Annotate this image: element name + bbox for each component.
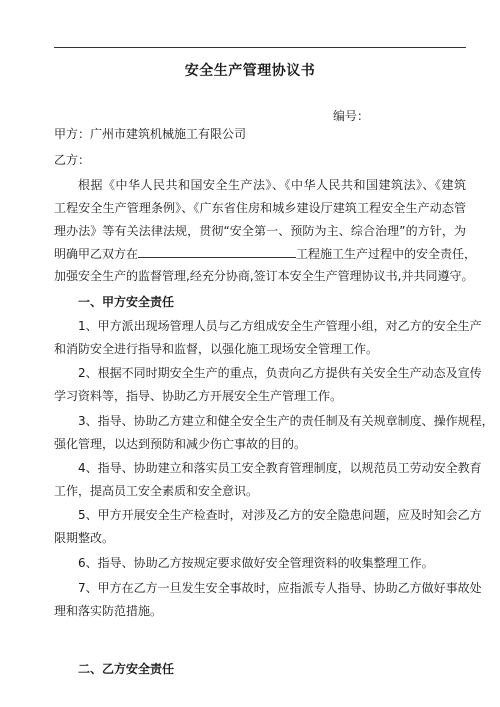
intro-line-5: 加强安全生产的监督管理,经充分协商,签订本安全生产管理协议书,并共同遵守。 [54,269,474,283]
clause-4-line-1: 4、指导、协助建立和落实员工安全教育管理制度，以规范员工劳动安全教育 [78,461,482,475]
clause-4-line-2: 工作，提高员工安全素质和安全意识。 [54,484,259,498]
clause-5-line-1: 5、甲方开展安全生产检查时，对涉及乙方的安全隐患问题，应及时知会乙方 [78,508,482,522]
intro-line-1: 根据《中华人民共和国安全生产法》、《中华人民共和国建筑法》、《建筑 [78,178,466,192]
section-heading-party-a: 一、甲方安全责任 [78,295,175,309]
clause-2-line-1: 2、根据不同时期安全生产的重点，负责向乙方提供有关安全生产动态及宣传 [78,366,482,380]
section-heading-party-b: 二、乙方安全责任 [78,662,175,676]
intro-line-4-start: 明确甲乙双方在 [54,247,139,261]
clause-3-line-1: 3、指导、协助乙方建立和健全安全生产的责任制及有关规章制度、操作规程， [78,414,494,428]
document-title: 安全生产管理协议书 [184,63,316,79]
clause-7-line-1: 7、甲方在乙方一旦发生安全事故时，应指派专人指导、协助乙方做好事故处 [78,581,482,595]
clause-1-line-2: 和消防安全进行指导和监督，以强化施工现场安全管理工作。 [54,342,379,356]
header-rule [54,47,466,48]
clause-7-line-2: 理和落实防范措施。 [54,604,163,618]
clause-5-line-2: 限期整改。 [54,531,115,545]
project-name-blank [138,246,296,258]
clause-3-line-2: 强化管理，以达到预防和减少伤亡事故的目的。 [54,437,307,451]
clause-2-line-2: 学习资料等，指导、协助乙方开展安全生产管理工作。 [54,389,343,403]
party-b-line: 乙方： [54,153,91,167]
intro-line-2: 工程安全生产管理条例》、《广东省住房和城乡建设厅建筑工程安全生产动态管 [54,201,466,215]
clause-1-line-1: 1、甲方派出现场管理人员与乙方组成安全生产管理小组，对乙方的安全生产 [78,319,482,333]
intro-line-3: 理办法》等有关法律法规，贯彻“安全第一、预防为主、综合治理”的方针，为 [54,224,466,238]
party-a-line: 甲方：广州市建筑机械施工有限公司 [54,127,247,141]
intro-line-4-end: 工程施工生产过程中的安全责任， [296,247,477,261]
intro-line-4 [54,246,477,262]
clause-6-line-1: 6、指导、协助乙方按规定要求做好安全管理资料的收集整理工作。 [78,556,434,570]
serial-number-label: 编号： [333,109,370,123]
